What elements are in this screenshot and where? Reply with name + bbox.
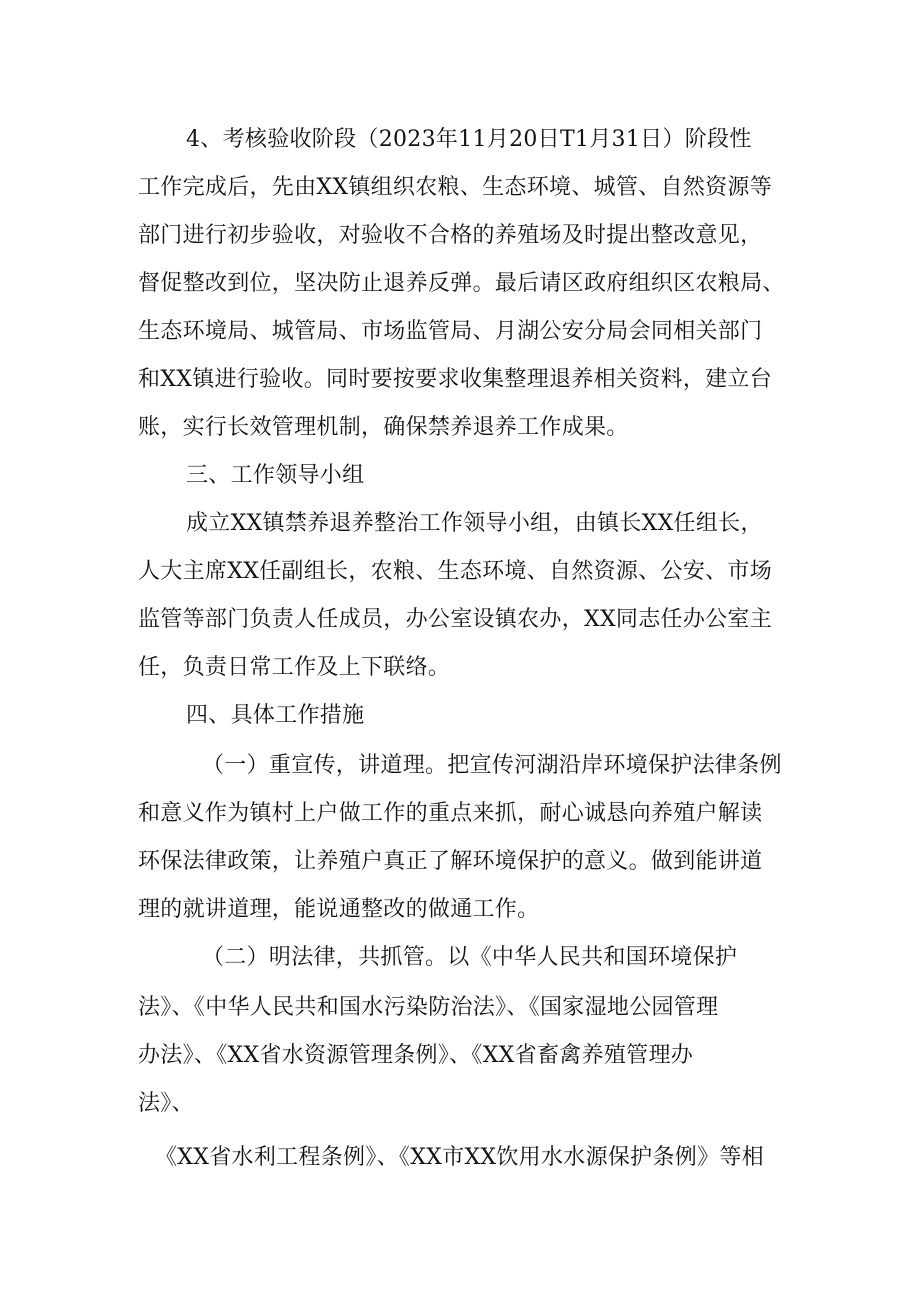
paragraph-section3-line-2: 人大主席XX任副组长，农粮、生态环境、自然资源、公安、市场 — [138, 559, 773, 584]
paragraph-stage4-line-7: 账，实行长效管理机制，确保禁养退养工作成果。 — [138, 415, 629, 440]
paragraph-measure2-line-1: （二）明法律，共抓管。以《中华人民共和国环境保护 — [202, 945, 738, 970]
paragraph-measure2-line-4: 法》、 — [138, 1091, 194, 1116]
paragraph-section3-line-1: 成立XX镇禁养退养整治工作领导小组，由镇长XX任组长， — [186, 511, 763, 536]
paragraph-measure2-line-2: 法》、《中华人民共和国水污染防治法》、《国家湿地公园管理 — [138, 995, 719, 1020]
paragraph-section3-line-4: 任，负责日常工作及上下联络。 — [138, 655, 451, 680]
paragraph-measure2-line-3: 办法》、《XX省水资源管理条例》、《XX省畜禽养殖管理办 — [138, 1043, 694, 1068]
paragraph-measure1-line-4: 理的就讲道理，能说通整改的做通工作。 — [138, 897, 540, 922]
section-4-heading: 四、具体工作措施 — [186, 703, 365, 728]
paragraph-stage4-line-4: 督促整改到位，坚决防止退养反弹。最后请区政府组织区农粮局、 — [138, 271, 785, 296]
paragraph-measure2-line-5: 《XX省水利工程条例》、《XX市XX饮用水水源保护条例》等相 — [155, 1145, 764, 1170]
paragraph-measure1-line-3: 环保法律政策，让养殖户真正了解环境保护的意义。做到能讲道 — [138, 849, 763, 874]
paragraph-stage4-line-2: 工作完成后，先由XX镇组织农粮、生态环境、城管、自然资源等 — [138, 175, 773, 200]
paragraph-stage4-line-5: 生态环境局、城管局、市场监管局、月湖公安分局会同相关部门 — [138, 319, 763, 344]
paragraph-stage4-line-1: 4、考核验收阶段（2023年11月20日T1月31日）阶段性 — [186, 127, 752, 152]
paragraph-measure1-line-2: 和意义作为镇村上户做工作的重点来抓，耐心诚恳向养殖户解读 — [138, 801, 763, 826]
paragraph-stage4-line-3: 部门进行初步验收，对验收不合格的养殖场及时提出整改意见， — [138, 223, 763, 248]
paragraph-section3-line-3: 监管等部门负责人任成员，办公室设镇农办，XX同志任办公室主 — [138, 607, 773, 632]
paragraph-stage4-line-6: 和XX镇进行验收。同时要按要求收集整理退养相关资料，建立台 — [138, 367, 773, 392]
section-3-heading: 三、工作领导小组 — [186, 463, 365, 488]
paragraph-measure1-line-1: （一）重宣传，讲道理。把宣传河湖沿岸环境保护法律条例 — [202, 753, 782, 778]
